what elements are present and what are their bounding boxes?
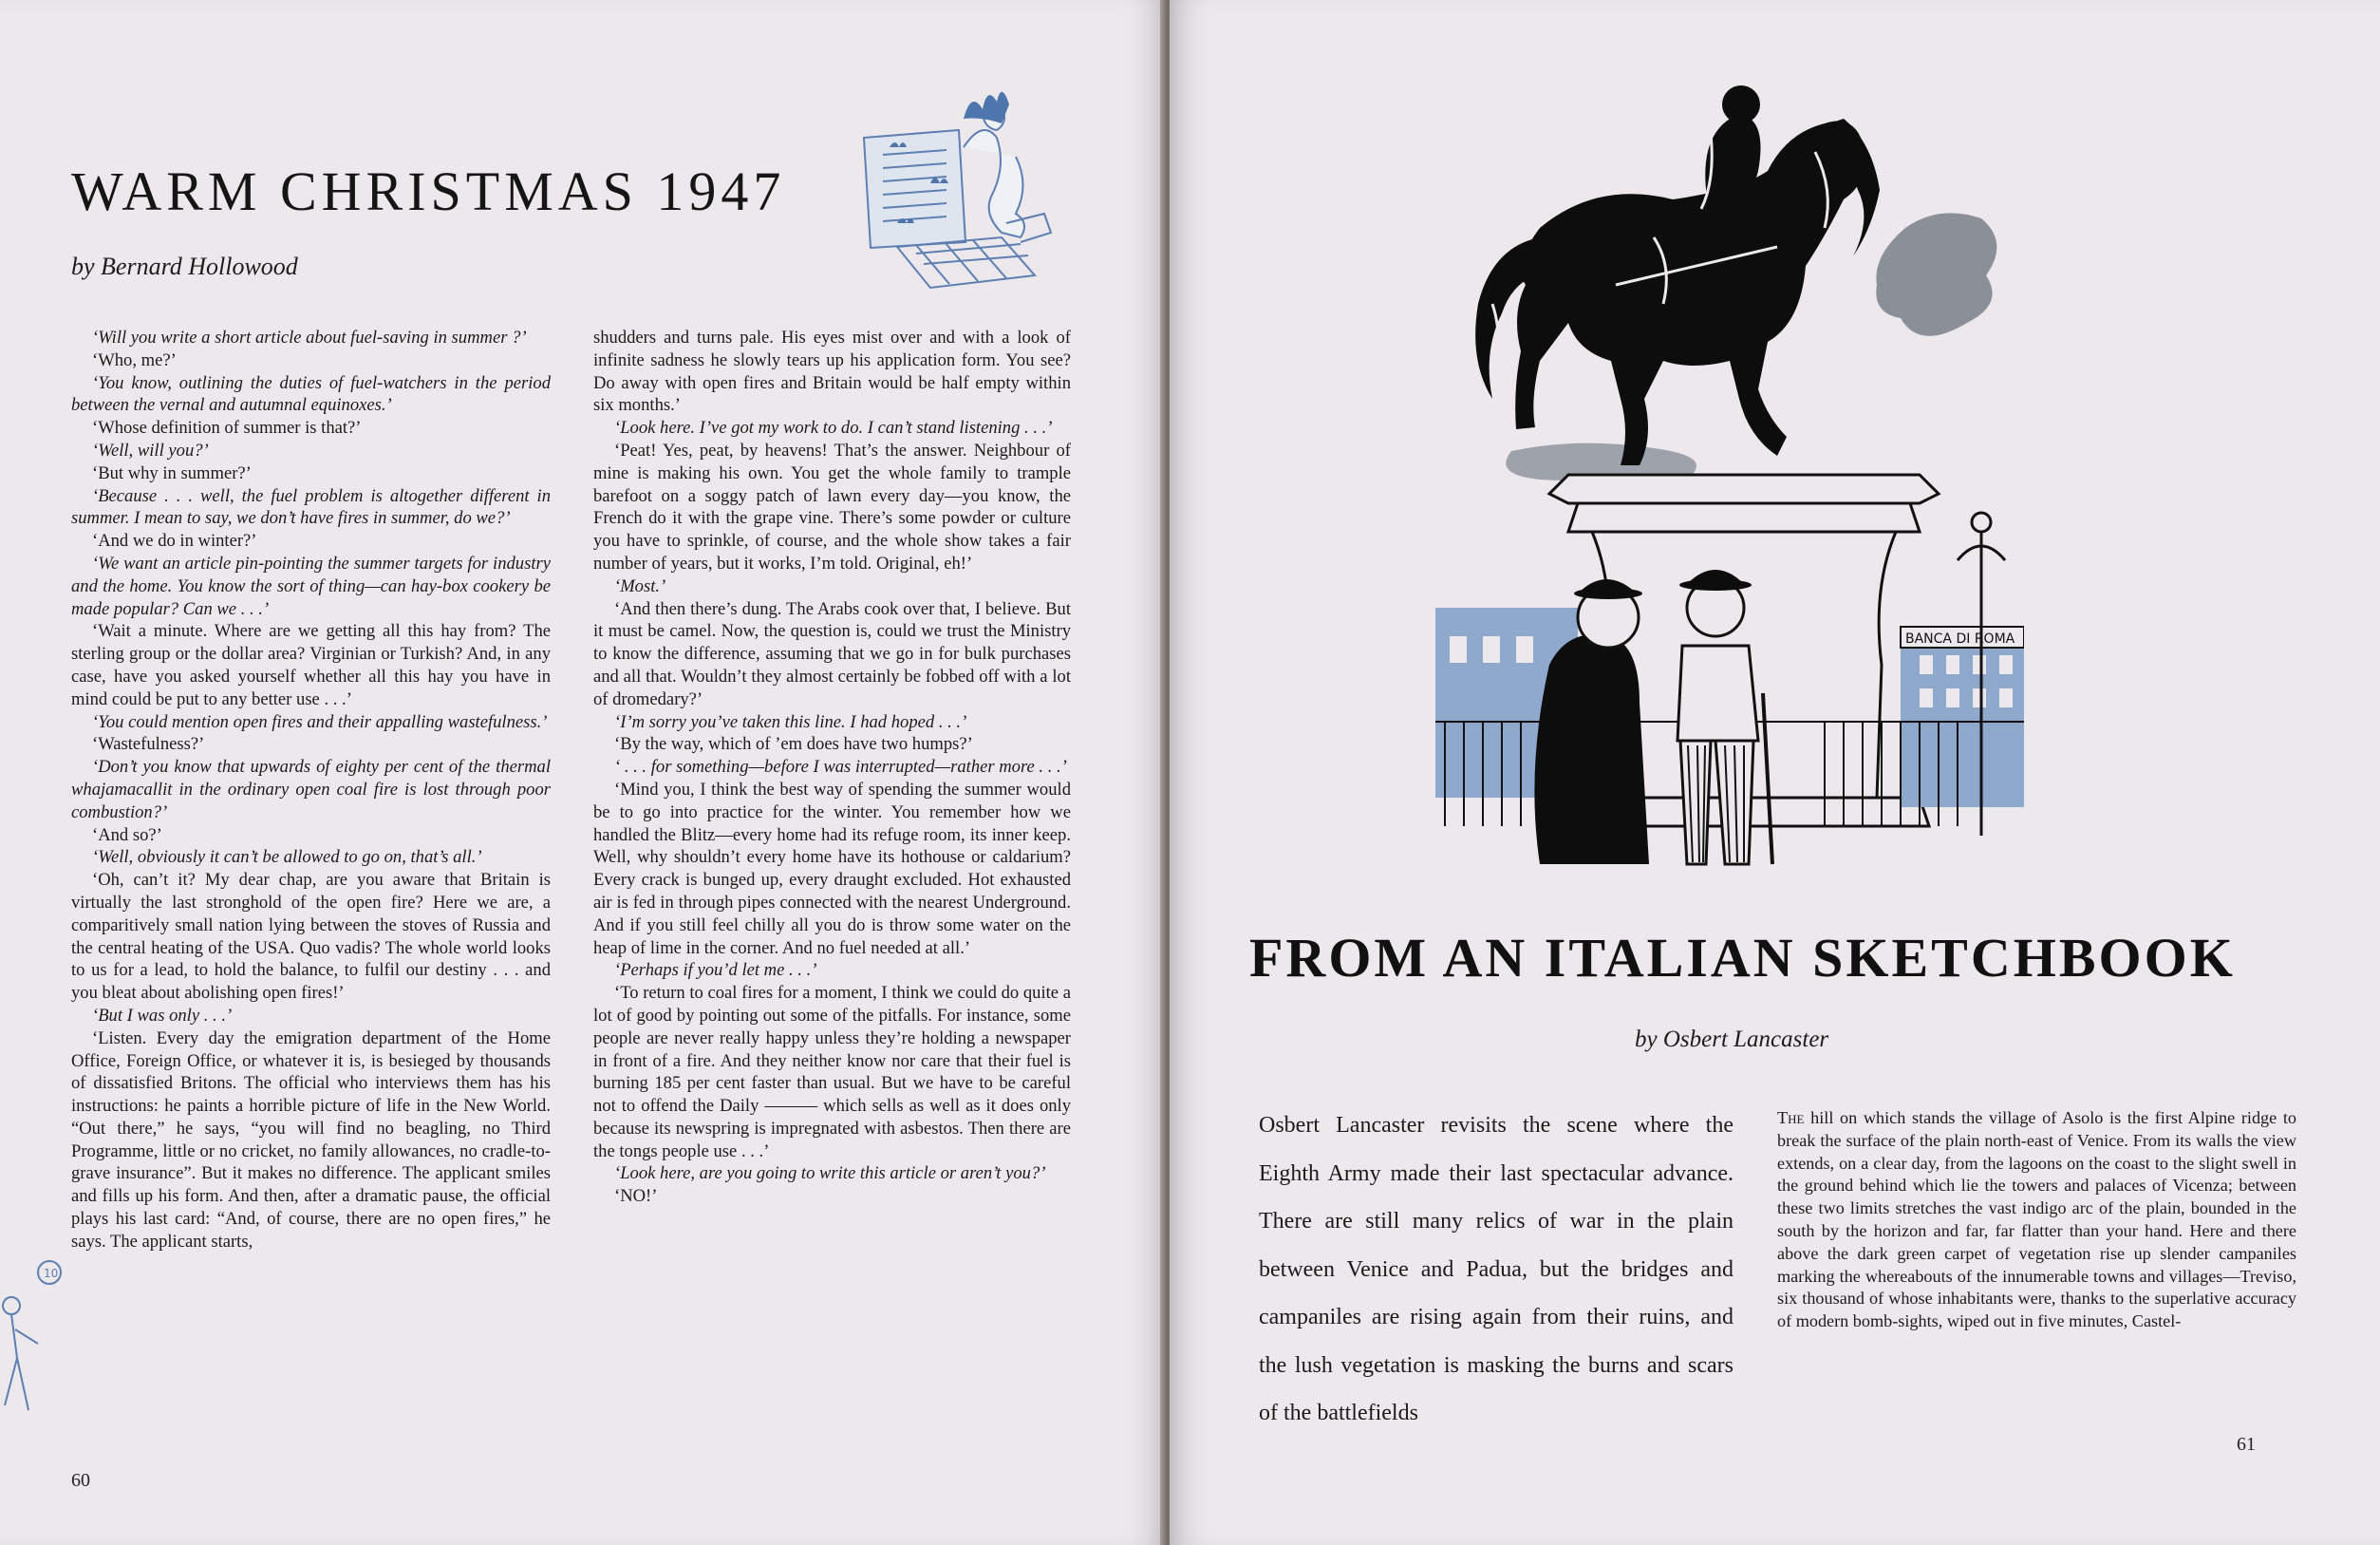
dialogue-paragraph: shudders and turns pale. His eyes mist over and with a look of infinite sadness he slowly tears up his application form. You see? Do away with open fires and Britain would be half empty within six months.’	[593, 328, 1071, 416]
article-title-left: WARM CHRISTMAS 1947	[71, 160, 786, 222]
dialogue-paragraph: ‘But I was only . . .’	[92, 1005, 233, 1026]
dialogue-paragraph: ‘Mind you, I think the best way of spending the summer would be to go into practice for the winter. You remember how we handled the Blitz—every home had its refuge room, its inner keep. Well, why shouldn’t every home have its hothouse or caldarium? Every crack is bunged up, every draught excluded. Hot exhausted air is fed in through pipes connected with the nearest Underground. And if you still feel chilly all you do is throw some water on the heap of lime in the corner. And no fuel needed at all.’	[593, 779, 1071, 958]
byline-left: by Bernard Hollowood	[71, 253, 298, 280]
dialogue-paragraph: ‘Peat! Yes, peat, by heavens! That’s the answer. Neighbour of mine is making his own. You get the whole family to trample barefoot on a soggy patch of lawn every day—you know, the French do it with the grape vine. There’s some powder or culture you have to sprinkle, of course, and the whole show takes a fair number of years, but it works, I’m told. Original, eh!’	[593, 440, 1071, 574]
dialogue-paragraph: ‘I’m sorry you’ve taken this line. I had hoped . . .’	[614, 711, 967, 732]
column-2	[593, 327, 1071, 1208]
page-number-right: 61	[2237, 1434, 2256, 1455]
dialogue-paragraph: ‘Well, obviously it can’t be allowed to go on, that’s all.’	[92, 847, 482, 868]
dialogue-paragraph: ‘And then there’s dung. The Arabs cook over that, I believe. But it must be camel. Now, the question is, could we trust the Ministry to know the difference, assuming that we go in for bulk purchases and all that. Wouldn’t they almost certainly be fobbed off with a lot of dromedary?’	[593, 598, 1071, 709]
dialogue-paragraph: ‘Oh, can’t it? My dear chap, are you aware that Britain is virtually the last stronghold of the open fire? Here we are, a comparitively small nation lying between the stoves of Russia and the central heating of the USA. Quo vadis? The whole world looks to us for a lead, to hold the balance, to fulfil our destiny . . . and you bleat about abolishing open fires!’	[71, 870, 551, 1004]
dialogue-paragraph: ‘Most.’	[614, 575, 666, 596]
dialogue-paragraph: ‘Because . . . well, the fuel problem is altogether different in summer. I mean to say, we don’t have fires in summer, do we?’	[71, 485, 551, 529]
dialogue-paragraph: ‘Well, will you?’	[92, 440, 209, 461]
dialogue-paragraph: ‘But why in summer?’	[92, 462, 252, 483]
dialogue-paragraph: ‘And we do in winter?’	[92, 531, 257, 552]
dialogue-paragraph: ‘You could mention open fires and their appalling wastefulness.’	[92, 711, 548, 732]
right-body-column	[1777, 1107, 2296, 1333]
dialogue-paragraph: ‘Who, me?’	[92, 349, 177, 370]
left-page	[0, 0, 1166, 1545]
dialogue-paragraph: ‘Wastefulness?’	[92, 734, 205, 755]
dialogue-paragraph: ‘Will you write a short article about fuel-saving in summer ?’	[92, 328, 527, 348]
svg-text:10: 10	[44, 1267, 59, 1280]
dialogue-paragraph: ‘We want an article pin-pointing the summer targets for industry and the home. You know the sort of thing—can hay-box cookery be made popular? Can we . . .’	[71, 553, 551, 619]
right-page	[1170, 0, 2380, 1545]
intro-text: Osbert Lancaster revisits the scene where the Eighth Army made their last spectacular advance. There are still many relics of war in the plain between Venice and Padua, but the bridges and campaniles are rising again from their ruins, and the lush vegetation is masking the burns and scars of the battlefields	[1259, 1113, 1733, 1425]
dialogue-paragraph: ‘Don’t you know that upwards of eighty per cent of the thermal whajamacallit in the ordinary open coal fire is lost through poor combustion?’	[71, 757, 551, 822]
dialogue-paragraph: ‘Perhaps if you’d let me . . .’	[614, 960, 817, 981]
dialogue-paragraph: ‘NO!’	[614, 1186, 658, 1207]
dialogue-paragraph: ‘Wait a minute. Where are we getting all this hay from? The sterling group or the dollar area? Virginian or Turkish? And, in any case, have you asked yourself whether all this hay you have in mind could be put to any better use . . .’	[71, 621, 551, 709]
body-lead-word: The	[1777, 1108, 1805, 1127]
margin-doodle	[0, 1253, 66, 1424]
bank-sign: BANCA DI ROMA	[1905, 631, 2015, 647]
byline-right: by Osbert Lancaster	[1635, 1027, 1829, 1052]
article-title-right: FROM AN ITALIAN SKETCHBOOK	[1249, 927, 2236, 989]
page-number-left: 60	[71, 1470, 90, 1491]
equestrian-statue-illustration	[1426, 76, 2024, 893]
dialogue-paragraph: ‘You know, outlining the duties of fuel-watchers in the period between the vernal and autumnal equinoxes.’	[71, 372, 551, 416]
body-text: hill on which stands the village of Asolo is the first Alpine ridge to break the surface of the plain north-east of Venice. From its walls the view extends, on a clear day, from the lagoons on the coast to the slight swell in the ground behind which lie the towers and palaces of Vicenza; between these two limits stretches the vast indigo arc of the plain, bounded in the south by the horizon and far, far flatter than your hand. Here and there above the dark green carpet of vegetation rise up slender campaniles marking the whereabouts of the innumerable towns and villages—Treviso, six thousand of whose inhabitants were, thanks to the superlative accuracy of modern bomb-sights, wiped out in five minutes, Castel-	[1777, 1108, 2297, 1331]
dialogue-paragraph: ‘Look here, are you going to write this article or aren’t you?’	[614, 1163, 1046, 1184]
dialogue-paragraph: ‘To return to coal fires for a moment, I think we could do quite a lot of good by pointing out some of the pitfalls. For instance, some people are never really happy unless they’re holding a newspaper in front of a fire. And they neither know nor care that their fuel is burning 185 per cent faster than usual. But we have to be careful not to offend the Daily ——— which sells as well as it does only because its newspring is impregnated with asbestos. Then there are the tongs people use . . .’	[593, 983, 1071, 1161]
dialogue-paragraph: ‘Listen. Every day the emigration department of the Home Office, Foreign Office, or whatever it is, is besieged by thousands of dissatisfied Britons. The official who interviews them has his instructions: he paints a horrible picture of life in the New World. “Out there,” he says, “you will find no beagling, no Third Programme, little or no cricket, no family allowances, no cradle-to-grave insurance”. But it makes no difference. The applicant smiles and fills up his form. And then, after a dramatic pause, the official plays his last card: “And, of course, there are no open fires,” he says. The applicant starts,	[71, 1027, 551, 1252]
newspaper-fire-illustration	[840, 81, 1130, 294]
dialogue-paragraph: ‘And so?’	[92, 824, 162, 845]
dialogue-paragraph: ‘Whose definition of summer is that?’	[92, 418, 362, 439]
column-1	[71, 327, 551, 1253]
dialogue-paragraph: ‘By the way, which of ’em does have two humps?’	[614, 734, 973, 755]
dialogue-paragraph: ‘Look here. I’ve got my work to do. I can’t stand listening . . .’	[614, 418, 1053, 439]
dialogue-paragraph: ‘ . . . for something—before I was interrupted—rather more . . .’	[614, 757, 1067, 778]
intro-paragraph	[1259, 1102, 1733, 1438]
